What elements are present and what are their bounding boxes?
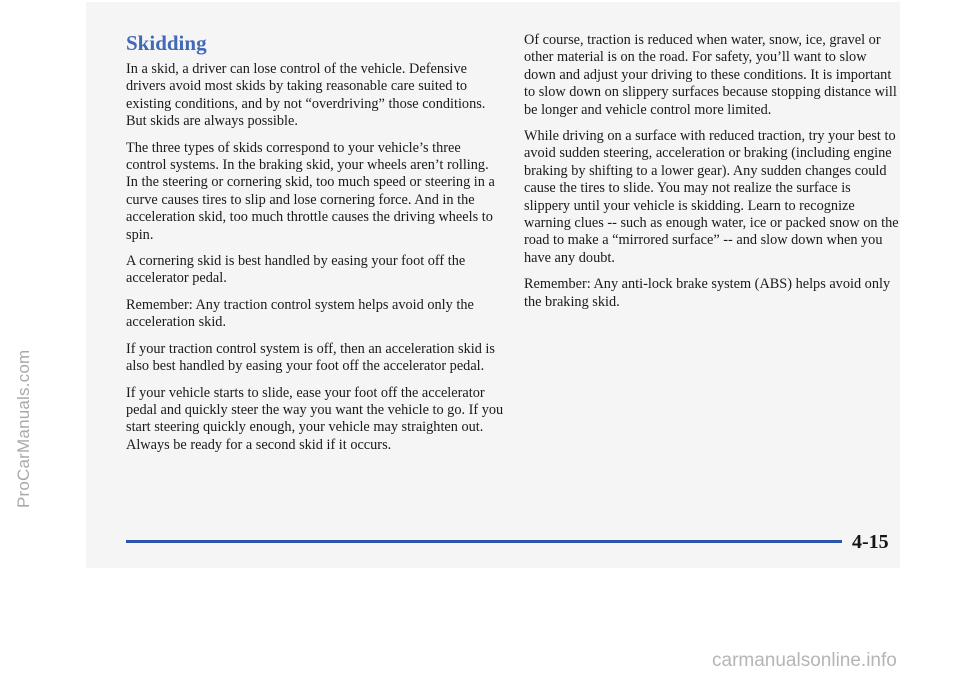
section-title: Skidding [126, 31, 207, 55]
paragraph: A cornering skid is best handled by easing your foot off the accelerator pedal. [126, 253, 466, 287]
paragraph: In a skid, a driver can lose control of the vehicle. Defensive drivers avoid most skids by taking reasonable care suited to existing conditions, and by not “overdriving” those conditions. But skids are always possible. [126, 61, 486, 130]
side-watermark[interactable]: ProCarManuals.com [14, 349, 33, 508]
paragraph: While driving on a surface with reduced traction, try your best to avoid sudden steering, acceleration or braking (including engine braking by shifting to a lower gear). Any sudden changes could cause the tires to slide. You may not realize the surface is slippery until your vehicle is skidding. Learn to recognize warning clues -- such as enough water, ice or packed snow on the road to make a “mirrored surface” -- and slow down when you have any doubt. [524, 128, 899, 266]
paragraph: If your vehicle starts to slide, ease your foot off the accelerator pedal and quickly steer the way you want the vehicle to go. If you start steering quickly enough, your vehicle may straighten out. Always be ready for a second skid if it occurs. [126, 384, 504, 453]
paragraph: Of course, traction is reduced when water, snow, ice, gravel or other material is on the road. For safety, you’ll want to slow down and adjust your driving to these conditions. It is important to slow down on slippery surfaces because stopping distance will be longer and vehicle control more limited. [524, 32, 897, 118]
paragraph: If your traction control system is off, then an acceleration skid is also best handled by easing your foot off the accelerator pedal. [126, 340, 495, 375]
paragraph: Remember: Any anti-lock brake system (ABS) helps avoid only the braking skid. [524, 276, 891, 310]
footer-rule [126, 540, 842, 543]
page-number: 4-15 [852, 531, 889, 553]
paragraph: Remember: Any traction control system helps avoid only the acceleration skid. [126, 296, 474, 331]
paragraph: The three types of skids correspond to your vehicle’s three control systems. In the braking skid, your wheels aren’t rolling. In the steering or cornering skid, too much speed or steering in a curve causes tires to slip and lose cornering force. And in the acceleration skid, too much throttle causes the driving wheels to spin. [126, 139, 495, 243]
bottom-watermark[interactable]: carmanualsonline.info [712, 650, 897, 671]
